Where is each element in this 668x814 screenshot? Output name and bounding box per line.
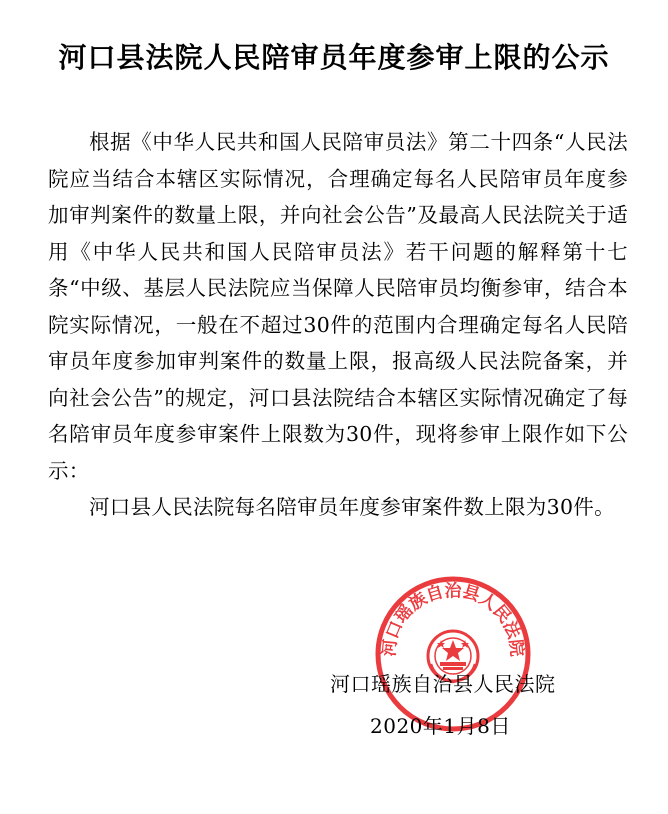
notice-title: 河口县法院人民陪审员年度参审上限的公示 [58, 41, 610, 74]
seal-text: 河口瑶族自治县人民法院 [379, 581, 527, 658]
signature-date: 2020年1月8日 [370, 714, 511, 738]
signature-organization: 河口瑶族自治县人民法院 [330, 672, 556, 696]
notice-paragraph-main: 根据《中华人民共和国人民陪审员法》第二十四条“人民法院应当结合本辖区实际情况，合理确定每名人民陪审员年度参加审判案件的数量上限，并向社会公告”及最高人民法院关于适用《中华人民共和国人民陪审员法》若干问题的解释第十七条“中级、基层人民法院应当保障人民陪审员均衡参审，结合本院实际情况，一般在不超过30件的范围内合理确定每名人民陪审员年度参加审判案件的数量上限，报高级人民法院备案，并向社会公告”的规定，河口县法院结合本辖区实际情况确定了每名陪审员年度参审案件上限数为30件，现将参审上限作如下公示： [48, 130, 628, 483]
notice-paragraph-second: 河口县人民法院每名陪审员年度参审案件数上限为30件。 [89, 495, 615, 519]
notice-body [48, 124, 628, 526]
